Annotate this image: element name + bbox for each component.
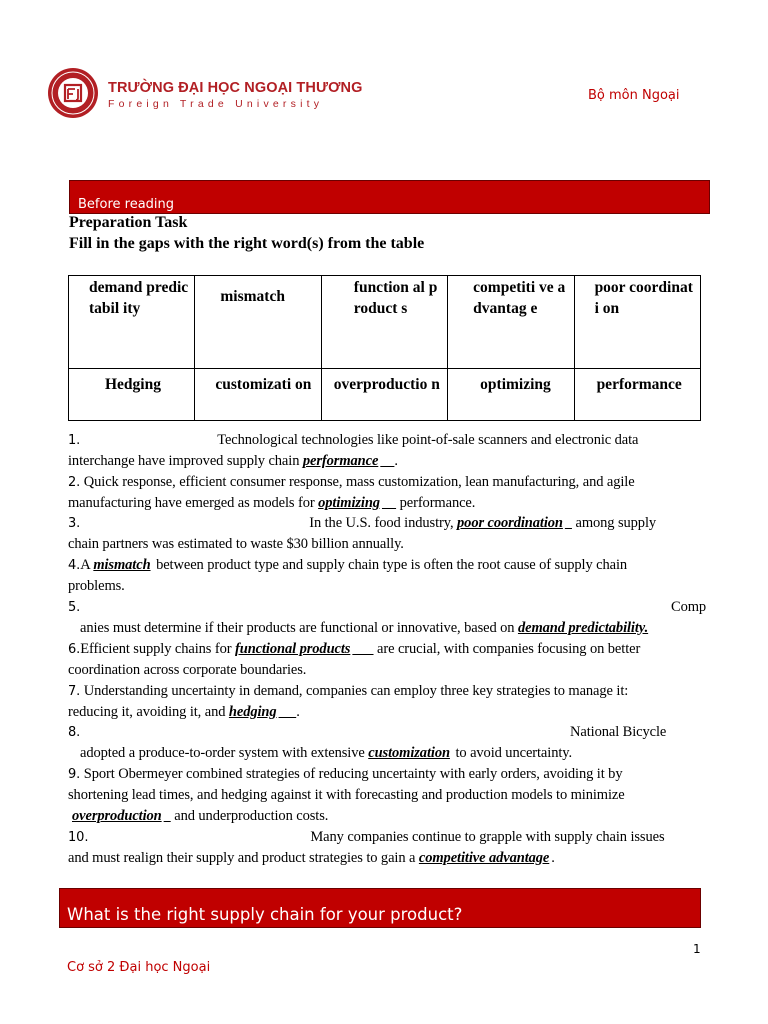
university-name: TRƯỜNG ĐẠI HỌC NGOẠI THƯƠNG [108,80,363,96]
footer-campus: Cơ sở 2 Đại học Ngoại [67,960,211,975]
list-item: manufacturing have emerged as models for optimizing performance. [68,495,476,511]
answer: mismatch [93,557,151,573]
answer: performance [302,453,379,469]
list-item: interchange have improved supply chain performance . [68,453,398,469]
answer: overproduction [72,808,162,824]
list-item: problems. [68,578,125,594]
table-cell: customizati on [195,369,321,421]
answer: customization [368,745,450,761]
table-cell: competiti ve advantag e [448,276,574,369]
list-item: 1. Technological technologies like point-of-sale scanners and electronic data [68,432,639,448]
answer: hedging [228,704,277,720]
answer: demand predictability. [517,620,649,636]
list-item: shortening lead times, and hedging against it with forecasting and production models to minimize [68,787,625,803]
table-row [69,276,701,369]
list-item: 8. [68,725,81,740]
list-item: reducing it, avoiding it, and hedging . [68,704,300,720]
list-item: chain partners was estimated to waste $30 billion annually. [68,536,404,552]
list-item: 2. Quick response, efficient consumer response, mass customization, lean manufacturing, and agile [68,474,635,490]
table-cell: poor coordinati on [574,276,700,369]
task-instruction: Fill in the gaps with the right word(s) from the table [69,235,425,252]
department-name: Bộ môn Ngoại [588,88,680,103]
list-item: 9. Sport Obermeyer combined strategies of reducing uncertainty with early orders, avoiding it by [68,766,623,782]
answer: competitive advantage [418,850,550,866]
list-item: 6.Efficient supply chains for functional products are crucial, with companies focusing on better [68,641,641,657]
section-heading-banner [59,888,701,928]
table-cell: optimizing [448,369,574,421]
word-table [68,275,701,421]
answer: functional products [235,641,351,657]
page-number: 1 [693,942,701,956]
table-cell: Hedging [69,369,195,421]
list-item: 4.A mismatch between product type and supply chain type is often the root cause of supply chain [68,557,628,573]
table-cell: function al product s [321,276,447,369]
list-item: and must realign their supply and product strategies to gain a competitive advantage . [68,850,555,866]
university-subtitle: Foreign Trade University [108,98,324,110]
list-item: adopted a produce-to-order system with extensive customization to avoid uncertainty. [80,745,573,761]
list-item: 3. In the U.S. food industry, poor coordination among supply [68,515,657,531]
banner-title: Before reading [78,197,175,212]
table-cell: demand predictabil ity [69,276,195,369]
before-reading-banner [69,180,710,214]
list-item: Comp [671,599,707,615]
answer: optimizing [318,495,380,511]
task-title: Preparation Task [69,214,188,231]
table-cell: overproductio n [321,369,447,421]
list-item: 5. [68,600,81,615]
list-item: overproduction and underproduction costs. [68,808,328,825]
list-item: coordination across corporate boundaries. [68,662,307,678]
list-item: National Bicycle [570,724,667,740]
table-cell: mismatch [195,276,321,369]
section-heading: What is the right supply chain for your product? [67,905,463,924]
list-item: 7. Understanding uncertainty in demand, companies can employ three key strategies to manage it: [68,683,629,699]
table-cell: performance [574,369,700,421]
list-item: anies must determine if their products are functional or innovative, based on demand predictability. [80,620,649,636]
table-row [69,369,701,421]
list-item: 10. Many companies continue to grapple with supply chain issues [68,829,665,845]
answer: poor coordination [457,515,563,531]
university-seal-logo [47,67,99,119]
